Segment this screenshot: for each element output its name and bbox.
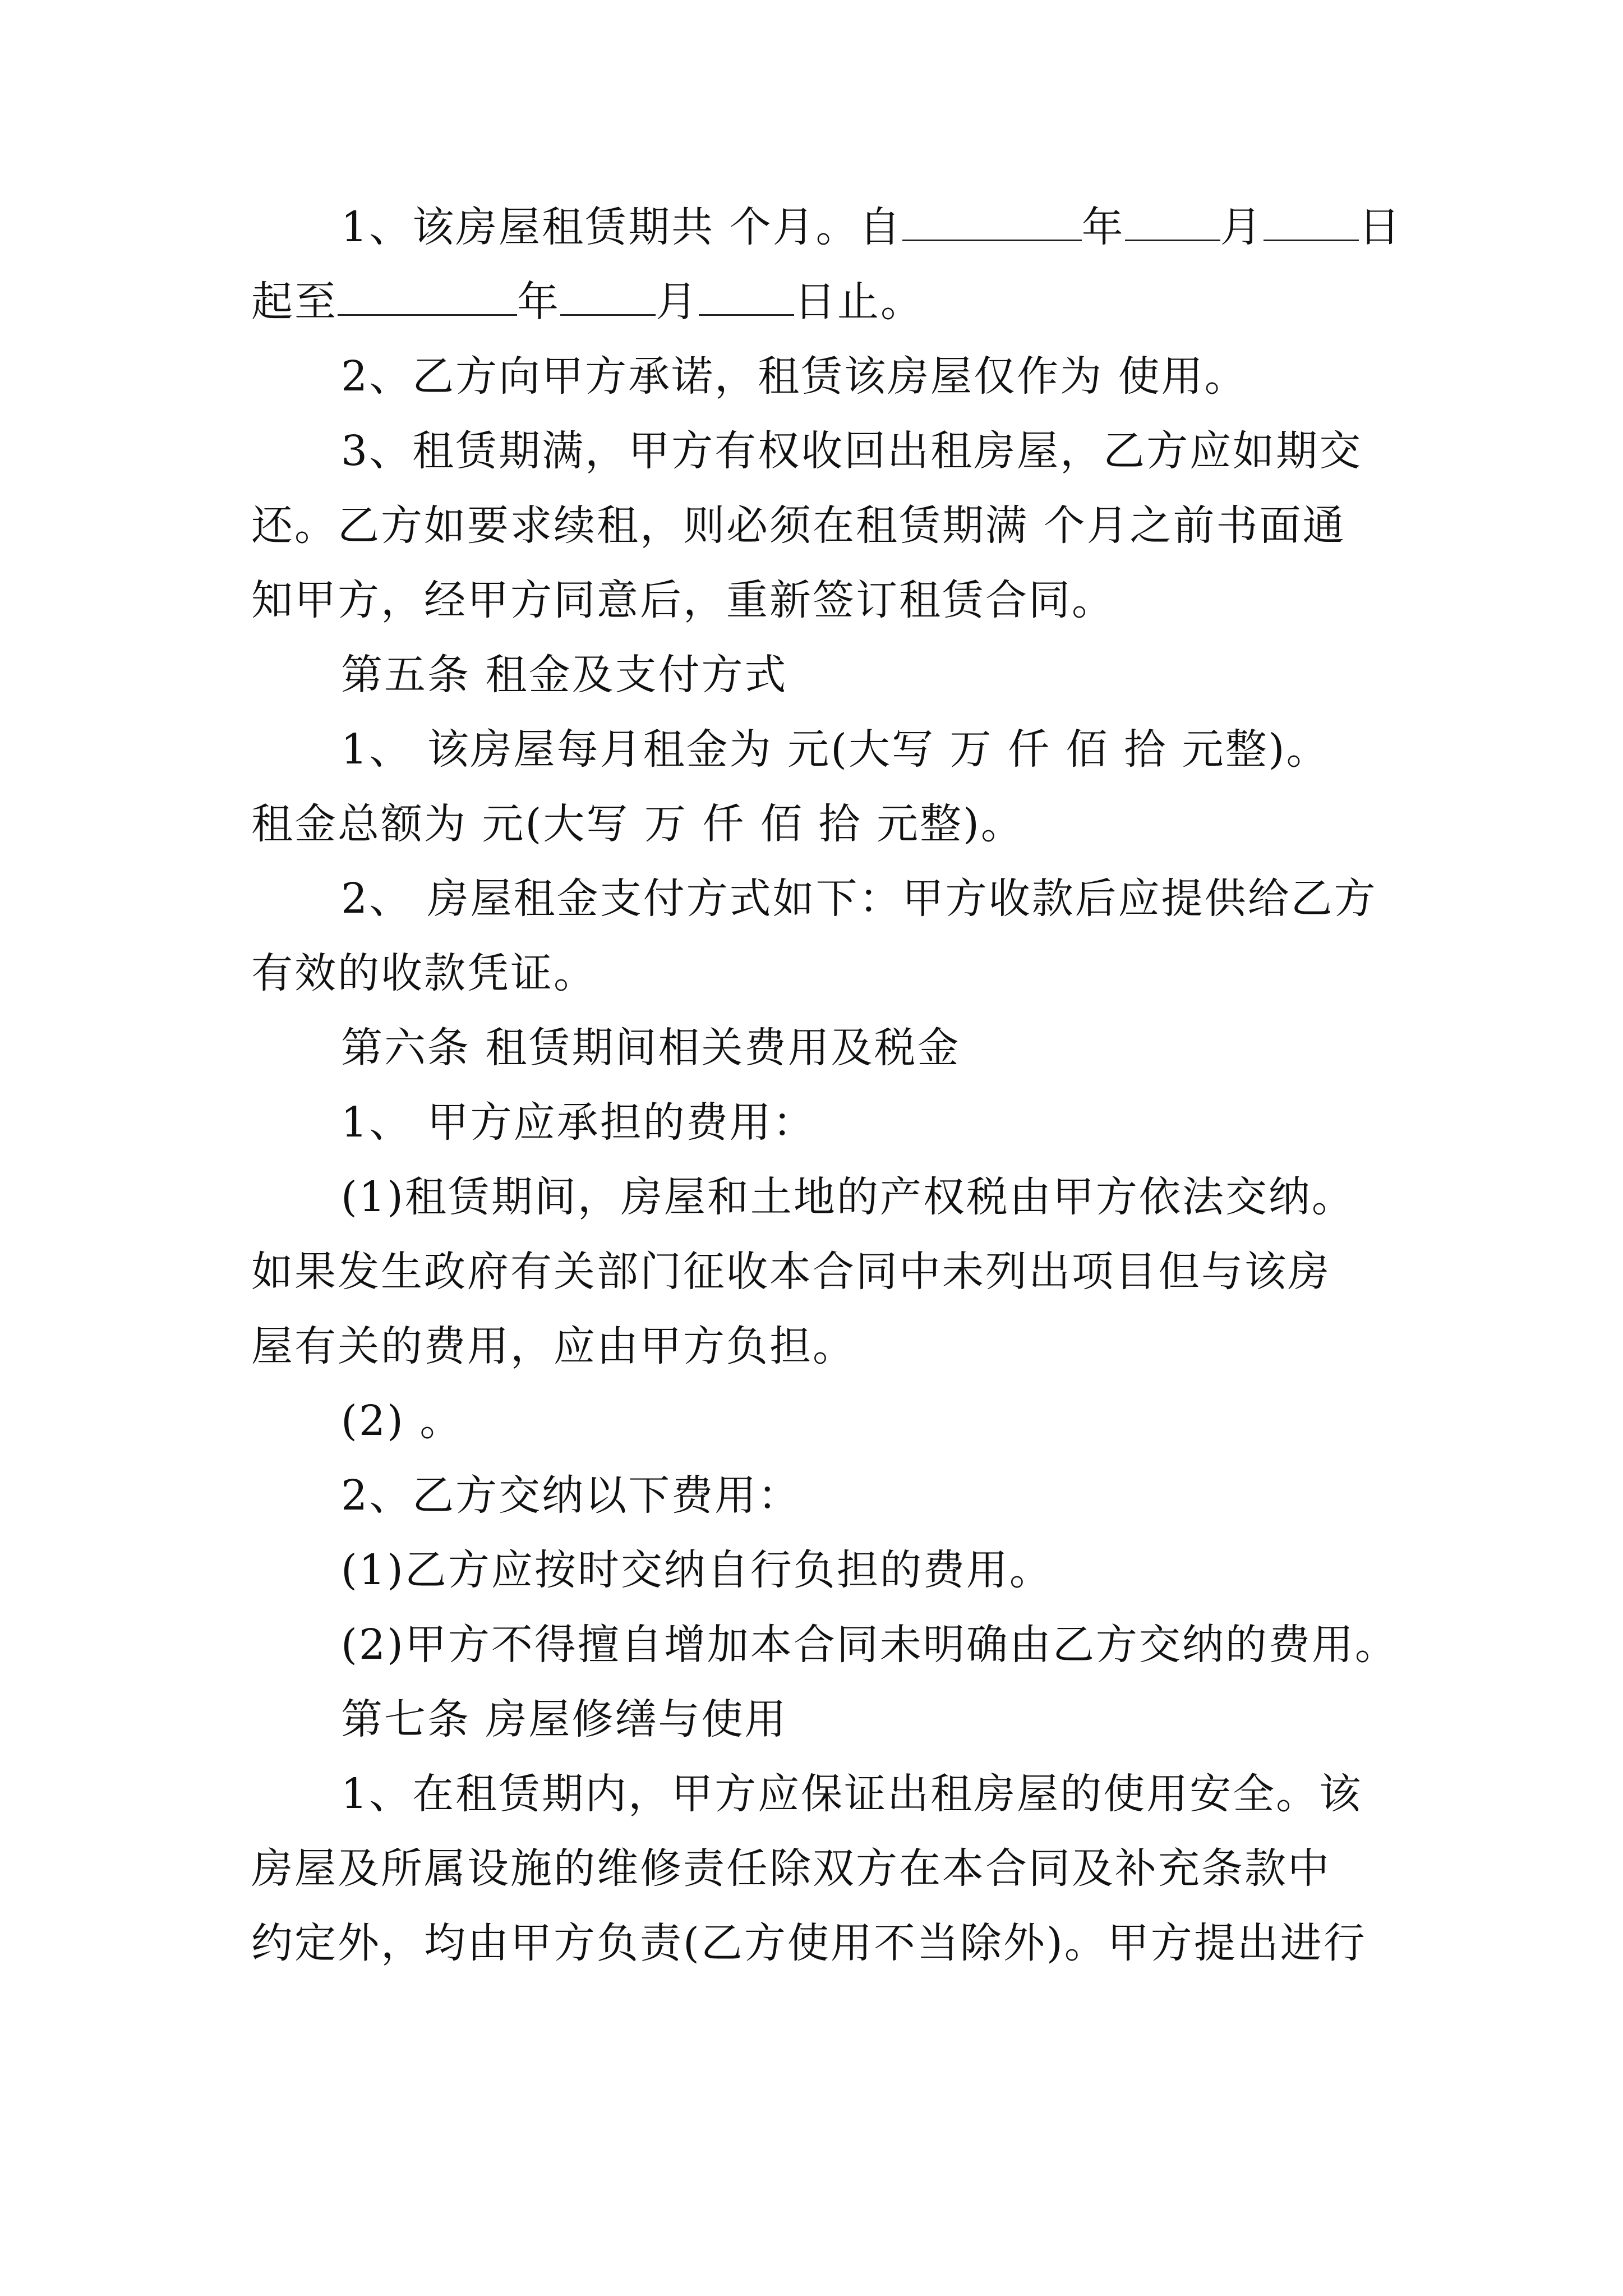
- end-year-label: 年: [517, 278, 560, 326]
- paragraph-line: 还。乙方如要求续租，则必须在租赁期满 个月之前书面通: [251, 501, 1346, 550]
- start-year-blank: [902, 204, 1082, 241]
- paragraph-line: 3、租赁期满，甲方有权收回出租房屋，乙方应如期交: [341, 427, 1363, 475]
- paragraph-line: 1、 甲方应承担的费用：: [341, 1098, 816, 1147]
- month-label: 月: [1220, 203, 1264, 251]
- paragraph-line: 知甲方，经甲方同意后，重新签订租赁合同。: [251, 576, 1115, 624]
- section-heading: 第七条 房屋修缮与使用: [341, 1695, 788, 1743]
- end-day-label: 日止。: [794, 278, 924, 326]
- section-heading: 第五条 租金及支付方式: [341, 651, 788, 699]
- year-label: 年: [1081, 203, 1125, 251]
- end-day-blank: [699, 278, 794, 316]
- clause-lease-term-line-1: [341, 202, 1402, 252]
- start-day-blank: [1264, 204, 1359, 241]
- end-month-blank: [560, 278, 656, 316]
- day-label: 日: [1358, 203, 1402, 251]
- paragraph-line: 租金总额为 元(大写 万 仟 佰 拾 元整)。: [251, 800, 1024, 848]
- paragraph-line: 2、乙方交纳以下费用：: [341, 1471, 801, 1520]
- paragraph-line: 有效的收款凭证。: [251, 949, 597, 997]
- paragraph-line: 1、 该房屋每月租金为 元(大写 万 仟 佰 拾 元整)。: [341, 725, 1330, 774]
- start-month-blank: [1125, 204, 1220, 241]
- lease-term-text: 1、该房屋租赁期共 个月。自: [341, 203, 902, 251]
- end-month-label: 月: [656, 278, 699, 326]
- paragraph-line: 2、 房屋租金支付方式如下：甲方收款后应提供给乙方: [341, 875, 1377, 923]
- paragraph-line: 1、在租赁期内，甲方应保证出租房屋的使用安全。该: [341, 1770, 1363, 1818]
- paragraph-line: 屋有关的费用，应由甲方负担。: [251, 1322, 856, 1370]
- end-label: 起至: [251, 278, 338, 326]
- paragraph-line: 约定外，均由甲方负责(乙方使用不当除外)。甲方提出进行: [251, 1919, 1367, 1967]
- paragraph-line: (2) 。: [341, 1397, 463, 1445]
- paragraph-line: 2、乙方向甲方承诺，租赁该房屋仅作为 使用。: [341, 352, 1248, 401]
- end-year-blank: [338, 278, 517, 316]
- clause-lease-term-line-2: [251, 277, 924, 327]
- paragraph-line: 房屋及所属设施的维修责任除双方在本合同及补充条款中: [251, 1844, 1331, 1893]
- paragraph-line: 如果发生政府有关部门征收本合同中未列出项目但与该房: [251, 1248, 1331, 1296]
- section-heading: 第六条 租赁期间相关费用及税金: [341, 1024, 961, 1072]
- paragraph-line: (1)乙方应按时交纳自行负担的费用。: [341, 1546, 1053, 1594]
- paragraph-line: (1)租赁期间，房屋和土地的产权税由甲方依法交纳。: [341, 1173, 1355, 1221]
- paragraph-line: (2)甲方不得擅自增加本合同未明确由乙方交纳的费用。: [341, 1621, 1398, 1669]
